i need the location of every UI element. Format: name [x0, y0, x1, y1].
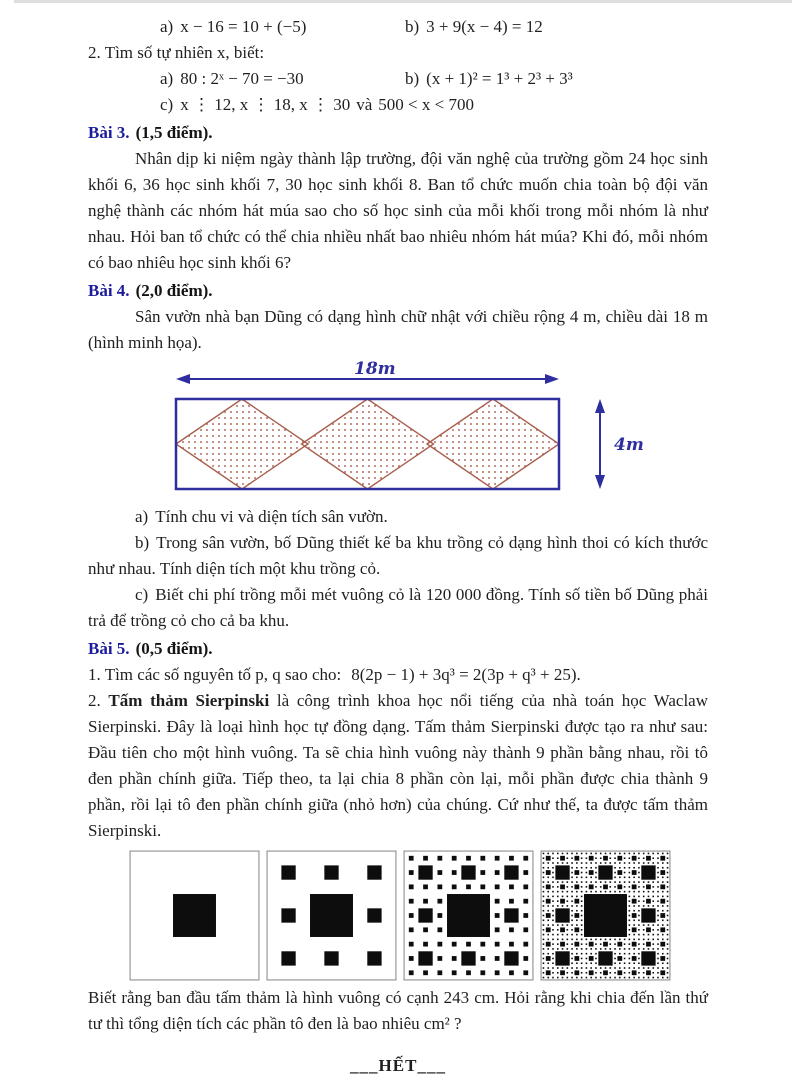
bai4-item-a	[88, 504, 708, 530]
bai5-label: Bài 5.	[88, 639, 130, 658]
garden-diagram	[168, 361, 668, 501]
sierpinski-iteration-1	[129, 850, 260, 981]
equation-1a	[160, 14, 405, 40]
math-expression: x − 16 = 10 + (−5)	[180, 17, 307, 36]
bai5-heading	[88, 636, 708, 662]
item-text: 1. Tìm các số nguyên tố p, q sao cho:	[88, 665, 342, 684]
bai5-points: (0,5 điểm).	[135, 639, 213, 658]
equation-row-1	[88, 14, 708, 40]
rhombus-bed	[302, 399, 434, 489]
bai3-points: (1,5 điểm).	[135, 123, 213, 142]
bai5-item-1	[88, 662, 708, 688]
sierpinski-iteration-4	[540, 850, 671, 981]
width-dimension-arrow	[176, 359, 559, 384]
bai4-body: Sân vườn nhà bạn Dũng có dạng hình chữ nhật với chiều rộng 4 m, chiều dài 18 m (hình minh họa).	[88, 307, 708, 352]
end-marker: ___HẾT___	[350, 1056, 446, 1075]
math-expression: 500 < x < 700	[378, 95, 474, 114]
item-text: Biết chi phí trồng mỗi mét vuông cỏ là 120 000 đồng. Tính số tiền bố Dũng phải trả để trồng cỏ cho cả ba khu.	[88, 585, 708, 630]
math-expression: (x + 1)² = 1³ + 2³ + 3³	[426, 69, 573, 88]
sierpinski-iteration-2	[266, 850, 397, 981]
equation-2b	[405, 66, 708, 92]
equation-2c	[160, 92, 708, 118]
exam-content	[88, 14, 708, 1079]
item-text: Trong sân vườn, bố Dũng thiết kế ba khu trồng cỏ dạng hình thoi có kích thước như nhau. Tính diện tích một khu trồng cỏ.	[88, 533, 708, 578]
math-expression: x ⋮ 12, x ⋮ 18, x ⋮ 30	[180, 95, 351, 114]
connector-text: và	[356, 95, 373, 114]
equation-1b	[405, 14, 708, 40]
item-label: b)	[405, 69, 420, 88]
math-expression: 80 : 2ˣ − 70 = −30	[180, 69, 304, 88]
item-text: Tính chu vi và diện tích sân vườn.	[155, 507, 388, 526]
item-text: là công trình khoa học nổi tiếng của nhà toán học Waclaw Sierpinski. Đây là loại hình học tự đồng dạng. Tấm thảm Sierpinski được tạo ra như sau: Đầu tiên cho một hình vuông. Ta sẽ chia hình vuông này thành 9 phần bằng nhau, rồi tô đen phần chính giữa. Tiếp theo, ta lại chia 8 phần còn lại, mỗi phần được chia thành 9 phần, rồi lại tô đen phần chính giữa (nhỏ hơn) của chúng. Cứ như thế, ta được tấm thảm Sierpinski.	[88, 691, 708, 840]
flower-beds	[176, 399, 559, 489]
scan-artifact-line	[14, 0, 792, 3]
bai5-item-2	[88, 688, 708, 844]
item-label: a)	[135, 507, 149, 526]
equation-2a	[160, 66, 405, 92]
rhombus-bed	[427, 399, 559, 489]
height-label: 4m	[614, 435, 644, 455]
bai4-label: Bài 4.	[88, 281, 130, 300]
item-label: c)	[135, 585, 149, 604]
item-label: a)	[160, 69, 174, 88]
item-label: a)	[160, 17, 174, 36]
equation-row-2	[88, 66, 708, 92]
bai4-points: (2,0 điểm).	[135, 281, 213, 300]
item-label: b)	[405, 17, 420, 36]
question-2-intro: 2. Tìm số tự nhiên x, biết:	[88, 43, 265, 62]
sierpinski-term: Tấm thảm Sierpinski	[108, 691, 270, 710]
bai4-item-b	[88, 530, 708, 582]
item-label: b)	[135, 533, 150, 552]
math-expression: 3 + 9(x − 4) = 12	[426, 17, 543, 36]
math-expression: 8(2p − 1) + 3q³ = 2(3p + q³ + 25).	[351, 665, 581, 684]
item-label: c)	[160, 95, 174, 114]
sierpinski-iteration-3	[403, 850, 534, 981]
bai4-heading	[88, 278, 708, 304]
bai3-heading	[88, 120, 708, 146]
bai4-item-c	[88, 582, 708, 634]
sierpinski-figures	[129, 850, 708, 981]
bai3-body: Nhân dịp ki niệm ngày thành lập trường, đội văn nghệ của trường gồm 24 học sinh khối 6, 36 học sinh khối 7, 30 học sinh khối 8. Ban tổ chức muốn chia toàn bộ đội văn nghệ thành các nhóm hát múa sao cho số học sinh của mỗi khối trong mỗi nhóm là như nhau. Hỏi ban tổ chức có thể chia nhiều nhất bao nhiêu nhóm hát múa? Khi đó, mỗi nhóm có bao nhiêu học sinh khối 6?	[88, 149, 708, 272]
garden-diagram-wrap	[168, 361, 708, 501]
height-dimension-arrow	[595, 399, 644, 489]
bai5-closing: Biết rằng ban đầu tấm thảm là hình vuông có cạnh 243 cm. Hỏi rằng khi chia đến lần thứ tư thì tổng diện tích các phần tô đen là bao nhiêu cm² ?	[88, 988, 708, 1033]
item-number: 2.	[88, 691, 109, 710]
rhombus-bed	[176, 399, 308, 489]
width-label: 18m	[354, 359, 396, 379]
bai3-label: Bài 3.	[88, 123, 130, 142]
